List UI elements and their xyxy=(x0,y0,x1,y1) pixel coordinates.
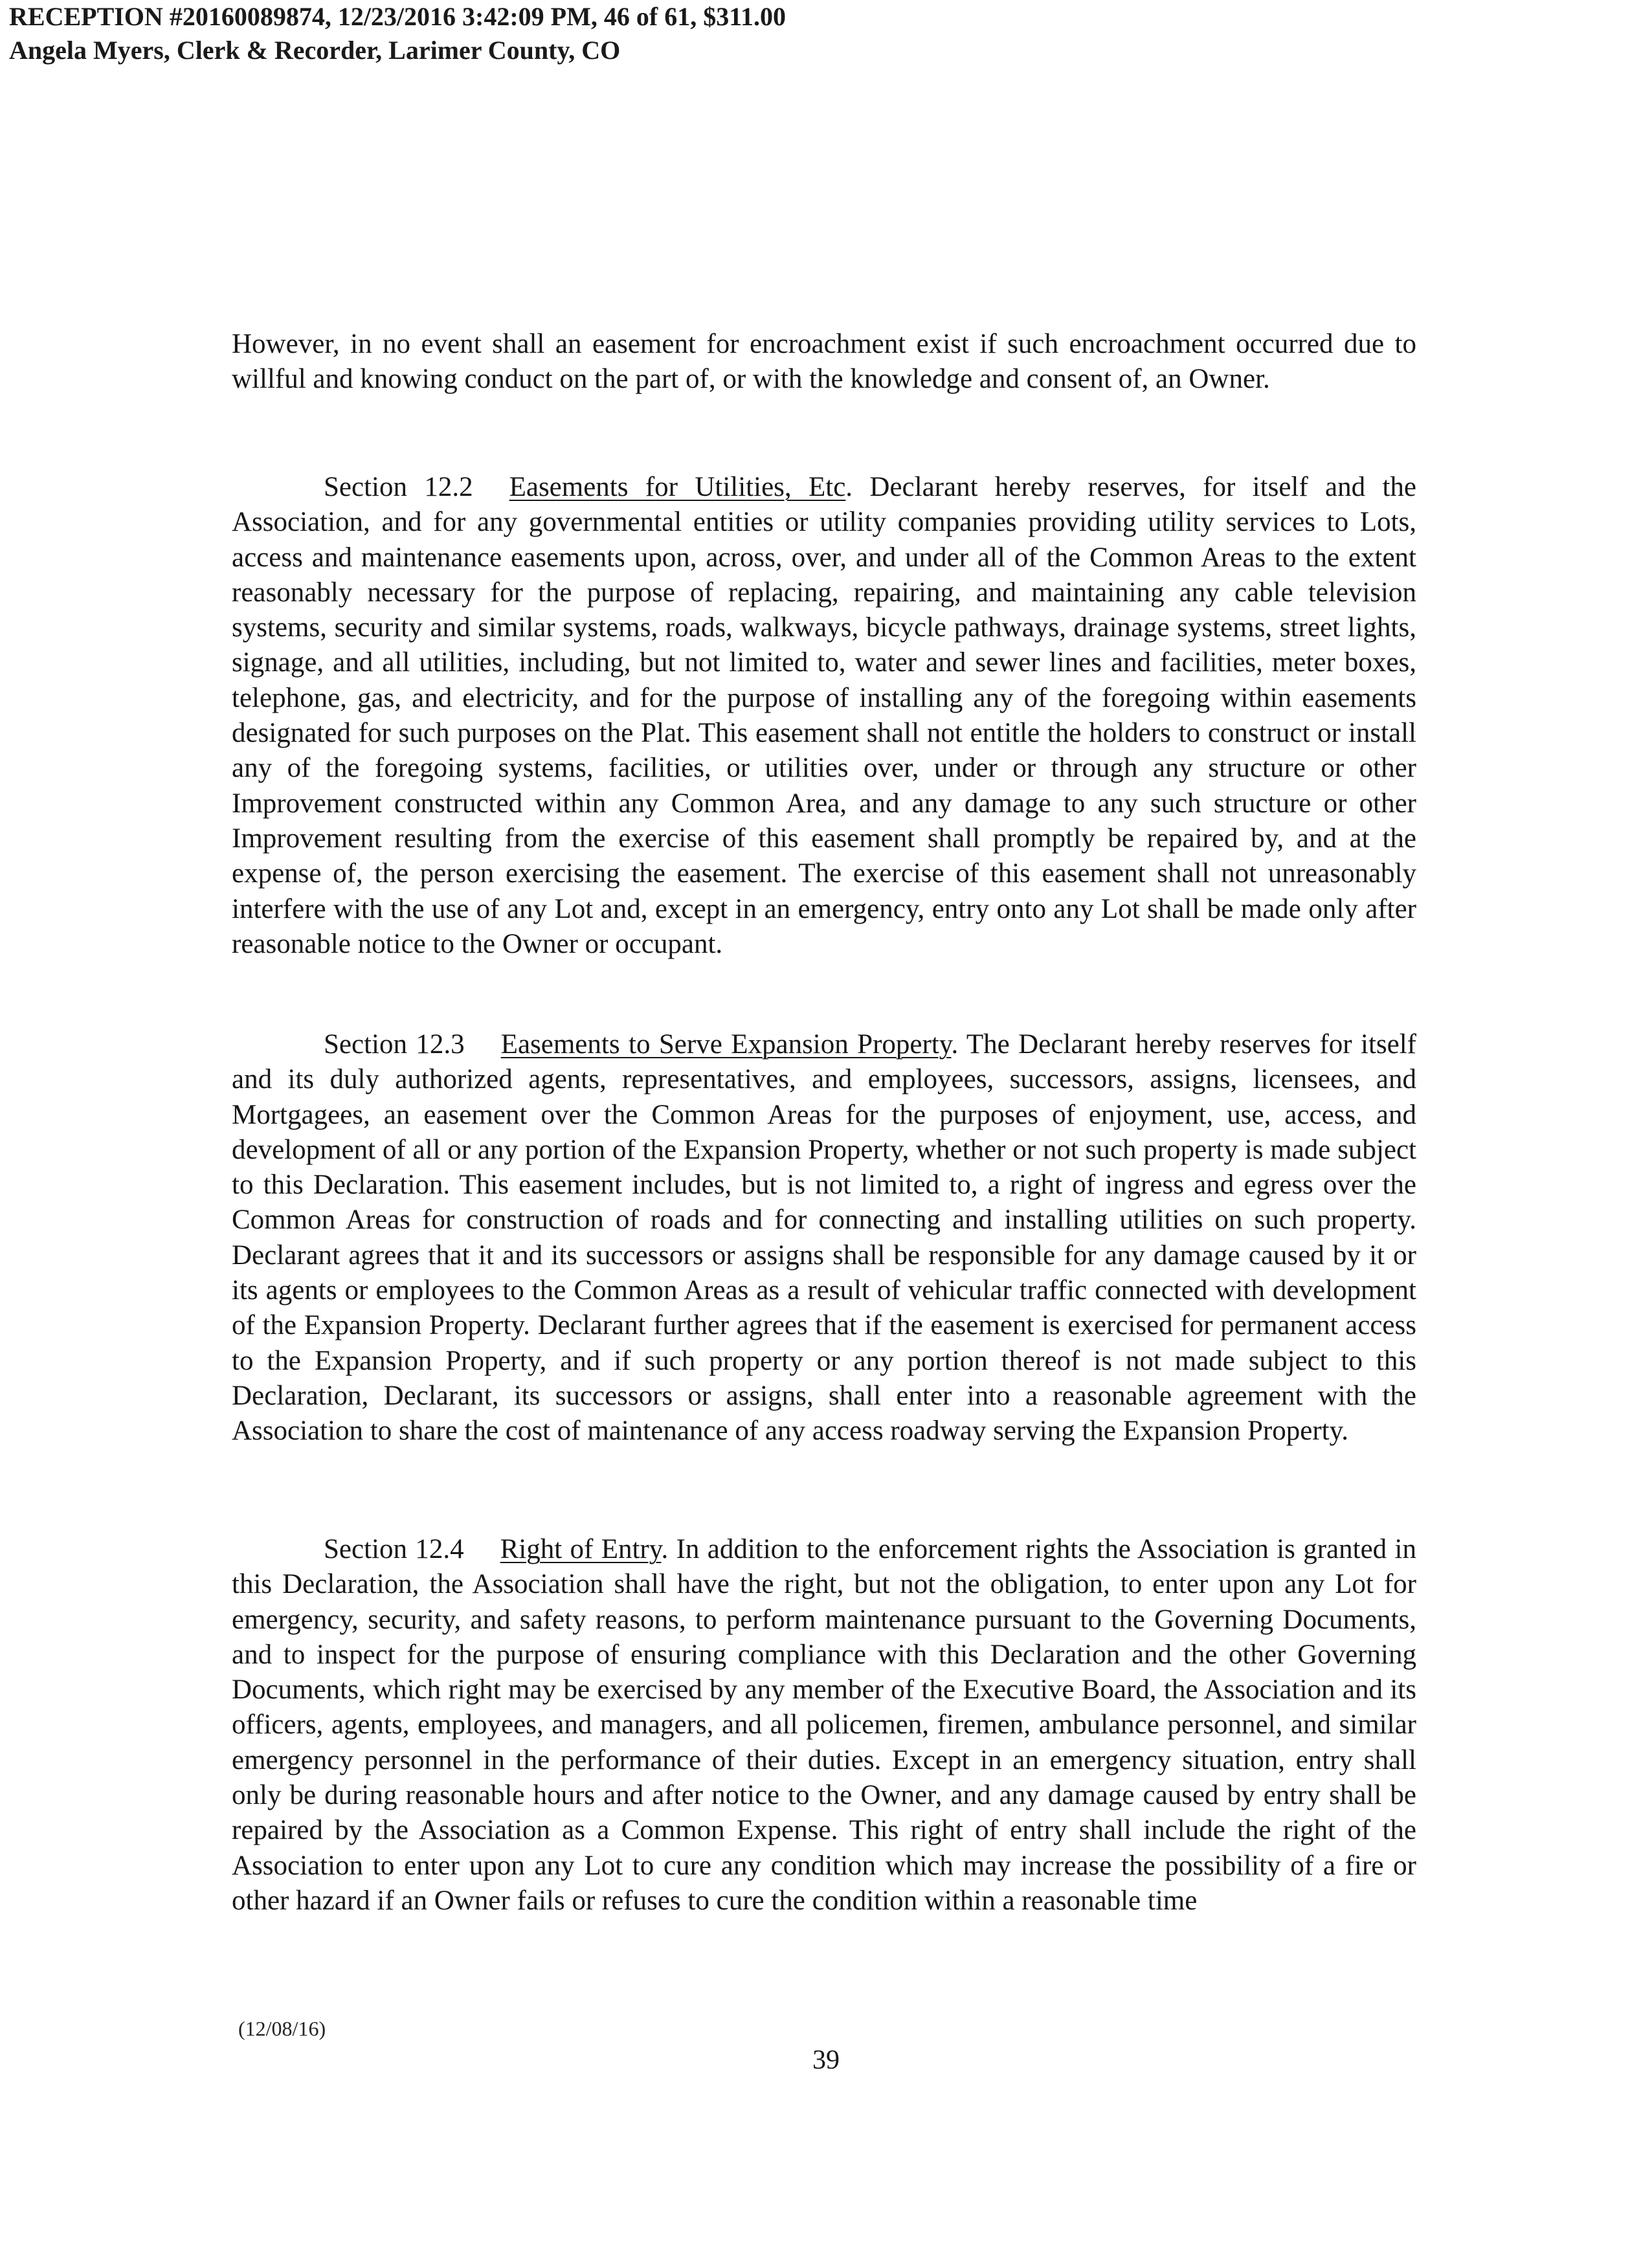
section-12-3-paragraph xyxy=(232,1027,1416,1449)
revision-date: (12/08/16) xyxy=(238,2017,326,2040)
page-number: 39 xyxy=(812,2045,840,2075)
section-12-4-heading: Right of Entry xyxy=(500,1534,662,1564)
section-12-3-body: . The Declarant hereby reserves for itself and its duly authorized agents, representatives, and employees, successors, assigns, licensees, and Mortgagees, an easement over the Common Areas for the purposes of enjoyment, use, access, and development of all or any portion of the Expansion Property, whether or not such property is made subject to this Declaration. This easement includes, but is not limited to, a right of ingress and egress over the Common Areas for construction of roads and for connecting and installing utilities on such property. Declarant agrees that it and its successors or assigns shall be responsible for any damage caused by it or its agents or employees to the Common Areas as a result of vehicular traffic connected with development of the Expansion Property. Declarant further agrees that if the easement is exercised for permanent access to the Expansion Property, and if such property or any portion thereof is not made subject to this Declaration, Declarant, its successors or assigns, shall enter into a reasonable agreement with the Association to share the cost of maintenance of any access roadway serving the Expansion Property. xyxy=(232,1029,1417,1447)
section-12-2-heading: Easements for Utilities, Etc xyxy=(509,472,846,502)
recorder-line: Angela Myers, Clerk & Recorder, Larimer County, CO xyxy=(9,36,621,65)
continuation-text: However, in no event shall an easement for encroachment exist if such encroachment occurred due to willful and knowing conduct on the part of, or with the knowledge and consent of, an Owner. xyxy=(232,329,1416,395)
section-12-2-number: Section 12.2 xyxy=(324,472,473,502)
section-12-3-heading: Easements to Serve Expansion Property xyxy=(500,1029,952,1060)
reception-line: RECEPTION #20160089874, 12/23/2016 3:42:09 PM, 46 of 61, $311.00 xyxy=(9,2,786,31)
section-12-2-body: . Declarant hereby reserves, for itself and the Association, and for any governmental entities or utility companies providing utility services to Lots, access and maintenance easements upon, across, over, and under all of the Common Areas to the extent reasonably necessary for the purpose of replacing, repairing, and maintaining any cable television systems, security and similar systems, roads, walkways, bicycle pathways, drainage systems, street lights, signage, and all utilities, including, but not limited to, water and sewer lines and facilities, meter boxes, telephone, gas, and electricity, and for the purpose of installing any of the foregoing within easements designated for such purposes on the Plat. This easement shall not entitle the holders to construct or install any of the foregoing systems, facilities, or utilities over, under or through any structure or other Improvement constructed within any Common Area, and any damage to any such structure or other Improvement resulting from the exercise of this easement shall promptly be repaired by, and at the expense of, the person exercising the easement. The exercise of this easement shall not unreasonably interfere with the use of any Lot and, except in an emergency, entry onto any Lot shall be made only after reasonable notice to the Owner or occupant. xyxy=(232,472,1416,959)
recording-stamp xyxy=(9,0,786,67)
section-12-3-number: Section 12.3 xyxy=(324,1029,465,1060)
section-12-2-paragraph xyxy=(232,470,1416,962)
section-12-4-body: . In addition to the enforcement rights the Association is granted in this Declaration, the Association shall have the right, but not the obligation, to enter upon any Lot for emergency, security, and safety reasons, to perform maintenance pursuant to the Governing Documents, and to inspect for the purpose of ensuring compliance with this Declaration and the other Governing Documents, which right may be exercised by any member of the Executive Board, the Association and its officers, agents, employees, and managers, and all policemen, firemen, ambulance personnel, and similar emergency personnel in the performance of their duties. Except in an emergency situation, entry shall only be during reasonable hours and after notice to the Owner, and any damage caused by entry shall be repaired by the Association as a Common Expense. This right of entry shall include the right of the Association to enter upon any Lot to cure any condition which may increase the possibility of a fire or other hazard if an Owner fails or refuses to cure the condition within a reasonable time xyxy=(232,1534,1416,1916)
section-12-4-paragraph xyxy=(232,1532,1416,1918)
section-12-4-number: Section 12.4 xyxy=(324,1534,464,1564)
continuation-paragraph xyxy=(232,327,1416,397)
